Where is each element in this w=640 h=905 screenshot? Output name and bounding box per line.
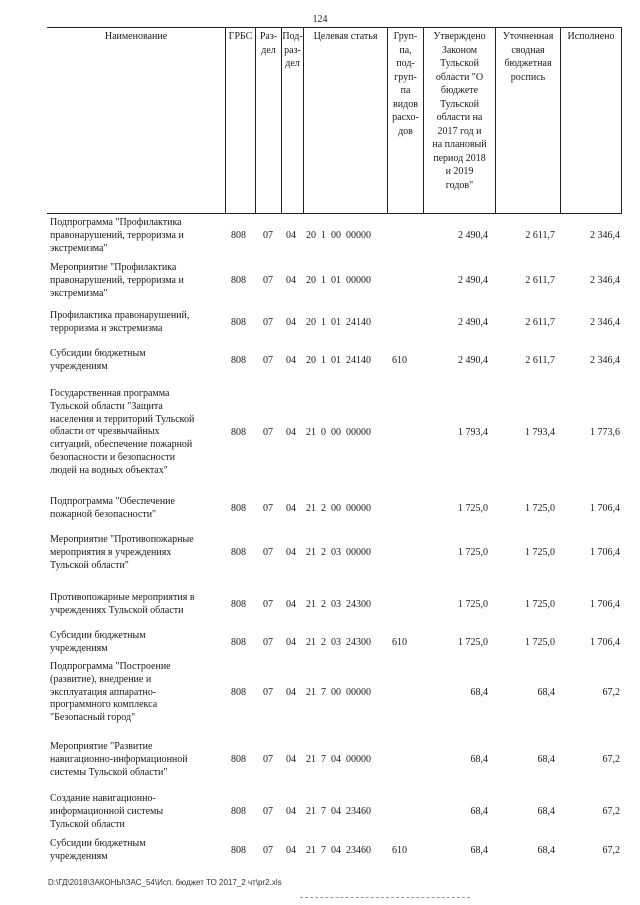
row-rz: 07	[263, 806, 273, 817]
row-grbs: 808	[231, 355, 246, 366]
row-rz: 07	[263, 845, 273, 856]
row-approved: 2 490,4	[458, 317, 488, 328]
row-grbs: 808	[231, 599, 246, 610]
header-name: Наименование	[104, 31, 168, 42]
row-approved: 1 725,0	[458, 547, 488, 558]
row-pr: 04	[286, 230, 296, 241]
row-rz: 07	[263, 754, 273, 765]
row-name: Мероприятие "Развитие навигационно-информационной системы Тульской области"	[50, 741, 188, 778]
row-revised: 1 725,0	[525, 503, 555, 514]
row-pr: 04	[286, 275, 296, 286]
row-grbs: 808	[231, 230, 246, 241]
row-name: Создание навигационно- информационной системы Тульской области	[50, 793, 164, 830]
row-name: Субсидии бюджетным учреждениям	[50, 838, 146, 862]
row-cs: 21 7 04 00000	[306, 754, 371, 765]
header-approved: Утверждено Законом Тульской области "О бюджете Тульской области на 2017 год и на плановый период 2018 и 2019 годов"	[423, 28, 495, 213]
row-cs: 21 7 04 23460	[306, 845, 371, 856]
header-subsection: Под- раз- дел	[281, 28, 303, 213]
row-rz: 07	[263, 230, 273, 241]
row-cs: 20 1 01 24140	[306, 355, 371, 366]
row-pr: 04	[286, 806, 296, 817]
row-name: Мероприятие "Противопожарные мероприятия в учреждениях Тульской области"	[50, 534, 194, 571]
row-revised: 2 611,7	[525, 317, 555, 328]
row-vr: 610	[392, 637, 407, 648]
row-executed: 67,2	[602, 754, 620, 765]
row-pr: 04	[286, 599, 296, 610]
row-grbs: 808	[231, 427, 246, 438]
header-executed: Исполнено	[560, 28, 622, 213]
row-revised: 68,4	[537, 806, 555, 817]
row-rz: 07	[263, 687, 273, 698]
row-pr: 04	[286, 845, 296, 856]
row-rz: 07	[263, 317, 273, 328]
row-cs: 21 2 03 24300	[306, 637, 371, 648]
row-approved: 68,4	[470, 754, 488, 765]
row-name: Мероприятие "Профилактика правонарушений, терроризма и экстремизма"	[50, 262, 184, 299]
row-executed: 1 706,4	[590, 637, 620, 648]
row-cs: 21 7 00 00000	[306, 687, 371, 698]
row-rz: 07	[263, 275, 273, 286]
row-approved: 1 793,4	[458, 427, 488, 438]
table-header	[47, 27, 622, 214]
row-executed: 2 346,4	[590, 275, 620, 286]
row-cs: 21 7 04 23460	[306, 806, 371, 817]
row-executed: 1 706,4	[590, 599, 620, 610]
row-approved: 68,4	[470, 687, 488, 698]
row-revised: 68,4	[537, 687, 555, 698]
row-grbs: 808	[231, 275, 246, 286]
row-revised: 1 793,4	[525, 427, 555, 438]
row-executed: 67,2	[602, 806, 620, 817]
row-executed: 2 346,4	[590, 230, 620, 241]
row-pr: 04	[286, 427, 296, 438]
row-grbs: 808	[231, 637, 246, 648]
row-name: Государственная программа Тульской области "Защита населения и территорий Тульской области от чрезвычайных ситуаций, обеспечение пожарной безопасности и безопасности людей на водных объектах"	[50, 388, 195, 476]
row-cs: 20 1 00 00000	[306, 230, 371, 241]
row-name: Профилактика правонарушений, терроризма и экстремизма	[50, 310, 190, 334]
row-grbs: 808	[231, 845, 246, 856]
header-grbs: ГРБС	[225, 28, 255, 213]
row-grbs: 808	[231, 806, 246, 817]
row-grbs: 808	[231, 503, 246, 514]
row-pr: 04	[286, 754, 296, 765]
row-grbs: 808	[231, 547, 246, 558]
row-pr: 04	[286, 503, 296, 514]
row-approved: 1 725,0	[458, 503, 488, 514]
row-vr: 610	[392, 845, 407, 856]
row-rz: 07	[263, 547, 273, 558]
row-revised: 2 611,7	[525, 230, 555, 241]
row-revised: 1 725,0	[525, 637, 555, 648]
row-approved: 2 490,4	[458, 355, 488, 366]
file-path-footer: D:\ГД\2018\ЗАКОНЫ\ЗАС_54\Исп. бюджет ТО 2017_2 чт\pr2.xls	[48, 878, 282, 887]
row-pr: 04	[286, 355, 296, 366]
row-vr: 610	[392, 355, 407, 366]
row-approved: 2 490,4	[458, 230, 488, 241]
row-approved: 68,4	[470, 806, 488, 817]
row-revised: 1 725,0	[525, 547, 555, 558]
row-executed: 2 346,4	[590, 317, 620, 328]
row-rz: 07	[263, 503, 273, 514]
row-revised: 68,4	[537, 845, 555, 856]
row-approved: 1 725,0	[458, 599, 488, 610]
footer-scribble	[300, 893, 470, 898]
row-cs: 20 1 01 24140	[306, 317, 371, 328]
row-revised: 68,4	[537, 754, 555, 765]
header-target: Целевая статья	[303, 28, 387, 213]
row-name: Субсидии бюджетным учреждениям	[50, 630, 146, 654]
row-name: Подпрограмма "Построение (развитие), внедрение и эксплуатация аппаратно- программного комплекса "Безопасный город"	[50, 661, 171, 724]
row-cs: 20 1 01 00000	[306, 275, 371, 286]
row-name: Подпрограмма "Обеспечение пожарной безопасности"	[50, 496, 175, 520]
row-pr: 04	[286, 637, 296, 648]
row-rz: 07	[263, 427, 273, 438]
row-rz: 07	[263, 637, 273, 648]
row-rz: 07	[263, 599, 273, 610]
row-name: Подпрограмма "Профилактика правонарушений, терроризма и экстремизма"	[50, 217, 184, 254]
row-approved: 2 490,4	[458, 275, 488, 286]
row-cs: 21 2 03 24300	[306, 599, 371, 610]
row-cs: 21 2 03 00000	[306, 547, 371, 558]
row-cs: 21 2 00 00000	[306, 503, 371, 514]
row-revised: 2 611,7	[525, 275, 555, 286]
row-grbs: 808	[231, 687, 246, 698]
row-executed: 1 773,6	[590, 427, 620, 438]
row-executed: 1 706,4	[590, 503, 620, 514]
row-revised: 2 611,7	[525, 355, 555, 366]
header-revised: Уточненная сводная бюджетная роспись	[495, 28, 560, 213]
row-approved: 68,4	[470, 845, 488, 856]
row-name: Субсидии бюджетным учреждениям	[50, 348, 146, 372]
row-revised: 1 725,0	[525, 599, 555, 610]
row-grbs: 808	[231, 317, 246, 328]
row-approved: 1 725,0	[458, 637, 488, 648]
row-name: Противопожарные мероприятия в учреждениях Тульской области	[50, 592, 195, 616]
row-pr: 04	[286, 687, 296, 698]
row-cs: 21 0 00 00000	[306, 427, 371, 438]
row-pr: 04	[286, 547, 296, 558]
row-grbs: 808	[231, 754, 246, 765]
header-group: Груп- па, под- груп- па видов расхо- дов	[387, 28, 423, 213]
row-executed: 67,2	[602, 845, 620, 856]
page-number: 124	[312, 14, 328, 25]
row-rz: 07	[263, 355, 273, 366]
row-pr: 04	[286, 317, 296, 328]
header-section: Раз- дел	[255, 28, 281, 213]
row-executed: 1 706,4	[590, 547, 620, 558]
row-executed: 2 346,4	[590, 355, 620, 366]
row-executed: 67,2	[602, 687, 620, 698]
